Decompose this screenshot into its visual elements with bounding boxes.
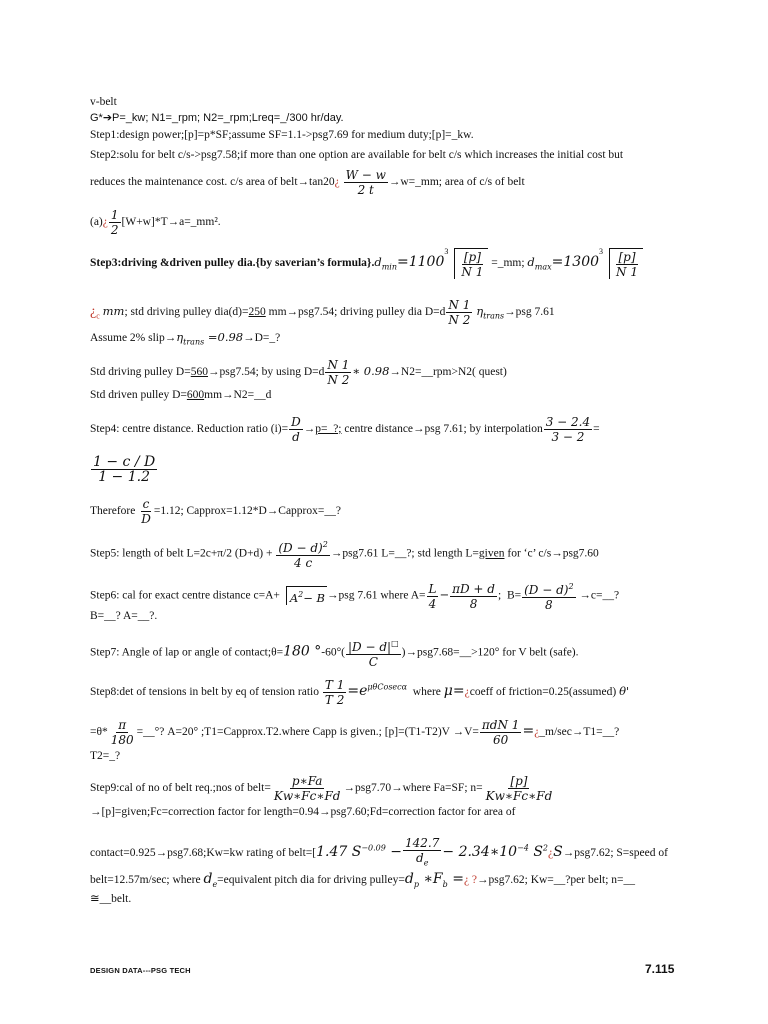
step3-line-2: ¿$_c$ mm; std driving pulley dia(d)=250 mm→psg7.54; driving pulley dia D=d $\frac{N 1}{N 2}$ $\eta_{trans}\to psg$ 7.61: [90, 298, 555, 327]
contact-text-b: →psg7.62; S=speed of: [562, 846, 668, 859]
step8-text-c: coeff of friction=0.25(assumed): [469, 686, 617, 699]
footer-source: DESIGN DATA---PSG TECH: [90, 966, 191, 975]
step8-text-b: where: [412, 686, 441, 699]
contact-text-a: contact=0.925→psg7.68;Kw=kw rating of belt=[: [90, 846, 317, 859]
std-driving-text: ; std driving pulley dia(d)=: [124, 306, 249, 319]
std-driving-text-b: →psg7.54; by using D=d: [207, 366, 325, 379]
theta-line: =θ* $\frac{\pi}{180}$ =__°? A=20° ;T1=Capprox.T2.where Capp is given.; [p]=(T1-T2)V →V= $\frac{\text{πdN 1}}{60}$ =¿_m/sec→T1=__?: [90, 718, 620, 747]
step5-text-b: →psg7.61 L=__?; std length L=: [330, 547, 479, 560]
area-formula: [W+w]*T→a=_mm².: [121, 216, 221, 229]
step5-line: Step5: length of belt L=2c+π/2 (D+d) + $\frac{(D - d)^2}{4 c}$ →psg7.61 L=__?; std length L=given for ‘c’ c/s→psg7.60: [90, 540, 599, 570]
approx-line: ≅__belt.: [90, 893, 132, 905]
step3-text-c: mm→psg7.54; driving pulley dia D=d: [268, 306, 446, 319]
step2-text-a: reduces the maintenance cost. c/s area of belt→tan20: [90, 176, 335, 189]
b-a-line: B=__? A=__?.: [90, 610, 158, 622]
step4-line: Step4: centre distance. Reduction ratio (i)= $\frac{D}{d}$ →p=_?; centre distance→psg 7.61; by interpolation $\frac{3 - 2.4}{3 - 2}$ =: [90, 415, 600, 444]
step7-180: 180 °: [283, 643, 322, 660]
std-driven-line: [90, 388, 271, 402]
belt-text-b: =equivalent pitch dia for driving pulley=: [217, 874, 405, 886]
step4-p: p=_?;: [315, 423, 342, 436]
step2-line-1: Step2:solu for belt c/s->psg7.58;if more than one option are available for belt c/s which increases the initial cost but: [90, 149, 624, 161]
std-driven-text-b: mm→N2=__d: [204, 389, 272, 401]
w-fraction: $\frac{W - w}{2 t}$: [345, 168, 386, 197]
interp-fraction-line: $\frac{1 - c / D}{1 - 1.2}$: [93, 454, 156, 485]
std-driving-text-c: →N2=__rpm>N2( quest): [389, 366, 507, 379]
belt-text-c: →psg7.62; Kw=__?per belt; n=__: [477, 874, 636, 886]
std-driven-text-a: Std driven pulley D=: [90, 389, 187, 401]
value-600: 600: [186, 389, 205, 401]
value-560: 560: [190, 366, 208, 379]
step4-arrow: →: [303, 423, 316, 436]
given-line: G*➔P=_kw; N1=_rpm; N2=_rpm;Lreq=_/300 hr/day.: [90, 112, 344, 124]
step6-text-a: Step6: cal for exact centre distance c=A+: [90, 589, 280, 602]
step7-text-a: Step7: Angle of lap or angle of contact;θ=: [90, 646, 284, 659]
step3-text-d: →psg 7.61: [504, 306, 555, 319]
step1-line: Step1:design power;[p]=p*SF;assume SF=1.1->psg7.69 for medium duty;[p]=_kw.: [90, 129, 474, 141]
step5-given: given: [478, 547, 505, 560]
step9-line: Step9:cal of no of belt req.;nos of belt= $\frac{p∗Fa}{Kw∗Fc∗Fd}$ →psg7.70→where Fa=SF; n= $\frac{[p]}{Kw∗Fc∗Fd}$: [90, 774, 553, 803]
step2-line-3: (a)¿ $\frac{1}{2}$ [W+w]*T→a=_mm².: [90, 208, 221, 237]
step7-text-d: )→psg7.68=__>120° for V belt (safe).: [401, 646, 579, 659]
step4-text-c: centre distance→psg 7.61; by interpolation: [344, 423, 543, 436]
step7-text-c: -60°(: [321, 646, 346, 659]
therefore-text-b: =1.12; Capprox=1.12*D→Capprox=__?: [153, 505, 341, 518]
theta-text-c: _m/sec→T1=__?: [539, 726, 620, 739]
slip-line: Assume 2% $slip\to\eta_{trans}$ =0.98→D=_?: [90, 330, 281, 347]
step6-line: Step6: cal for exact centre distance $c=A+ A^2- B \to psg$ 7.61 where A= $\frac{L}{4}$ − $\frac{\pi D + d}{8}$ ; B= $\frac{(D - d)^2}{8}$ →c=__?: [90, 581, 620, 612]
step8-text-a: Step8:det of tensions in belt by eq of tension ratio: [90, 686, 320, 699]
slip-text-a: Assume 2% slip→: [90, 332, 177, 344]
doc-title: v-belt: [90, 96, 117, 108]
belt-text-a: belt=12.57m/sec; where: [90, 874, 201, 886]
step5-text-c: for ‘c’ c/s→psg7.60: [507, 547, 599, 560]
theta-text-a: =θ*: [90, 726, 108, 739]
slip-text-b: →D=_?: [243, 332, 281, 344]
given-correction-line: →[p]=given;Fc=correction factor for length=0.94→psg7.60;Fd=correction factor for area of: [90, 806, 516, 818]
step3-line-1: Step3:driving &driven pulley dia.{by saverian’s $formula\}.d_{min}=1100$ 3 $\frac{[p]}{N 1}$ =_mm; $d_{max}=1300$ 3 $\frac{[p]}{N 1}$: [90, 248, 643, 279]
therefore-line: Therefore $\frac{c}{D}$ =1.12; Capprox=1.12*D→Capprox=__?: [90, 497, 341, 526]
page-number: 7.115: [645, 962, 675, 976]
step8-line: Step8:det of tensions in belt by eq of tension ratio $\frac{T 1}{T 2}$ $=e^{\mu\theta Cosec\alpha}$ where μ=¿coeff of friction=0.25(assumed) θ': [90, 678, 630, 707]
step6-text-b: →psg 7.61 where A=: [327, 589, 426, 602]
step6-text-c: B=: [506, 589, 522, 602]
step9-text-a: Step9:cal of no of belt req.;nos of belt=: [90, 782, 271, 795]
step3-heading: Step3:driving &driven pulley dia.{by saverian’s formula}.: [90, 257, 375, 270]
therefore-text-a: Therefore: [90, 505, 136, 518]
step2-text-b: →w=_mm; area of c/s of belt: [388, 176, 525, 189]
step7-line: Step7: Angle of lap or angle of contact;θ=180 °-60°( $\frac{|D - d|^□}{C}$ )→psg7.68=__>120° for V belt (safe).: [90, 639, 579, 669]
contact-line: contact=0.925→psg7.68;Kw=kw rating of belt=[1.47 $S^{-0.09}$ − $\frac{142.7}{d_e}$ − $2.34∗10^{-4}$ $S^2¿S\to psg7.62$; S=speed of: [90, 836, 668, 868]
std-driving-line: Std driving pulley D=560→psg7.54; by using D=d $\frac{N 1}{N 2}$ ∗ 0.98→N2=__rpm>N2( quest): [90, 358, 507, 387]
std-driving-text-a: Std driving pulley D=: [90, 366, 191, 379]
step3-text-b: =_mm;: [491, 257, 525, 270]
t2-line: T2=_?: [90, 750, 121, 762]
step2-line-2: reduces the maintenance cost. c/s area of belt→tan20¿ $\frac{W - w}{2 t}$ →w=_mm; area of c/s of belt: [90, 168, 525, 197]
step6-text-d: →c=__?: [579, 589, 620, 602]
value-250: 250: [248, 306, 266, 319]
step5-text-a: Step5: length of belt L=2c+π/2 (D+d) +: [90, 547, 273, 560]
step4-text-a: Step4: centre distance. Reduction ratio (i)=: [90, 423, 289, 436]
theta-text-b: =__°? A=20° ;T1=Capprox.T2.where Capp is given.; [p]=(T1-T2)V →V=: [136, 726, 479, 739]
mm-unit: mm: [102, 304, 125, 319]
step9-text-b: →psg7.70→where Fa=SF; n=: [343, 782, 483, 795]
belt-speed-line: belt=12.57m/sec; where $d_e=equivalent$ pitch dia for driving $pulley=d_p$ $∗F_b$ =¿ ?→psg7.62; Kw=__?per belt; n=__: [90, 871, 636, 889]
